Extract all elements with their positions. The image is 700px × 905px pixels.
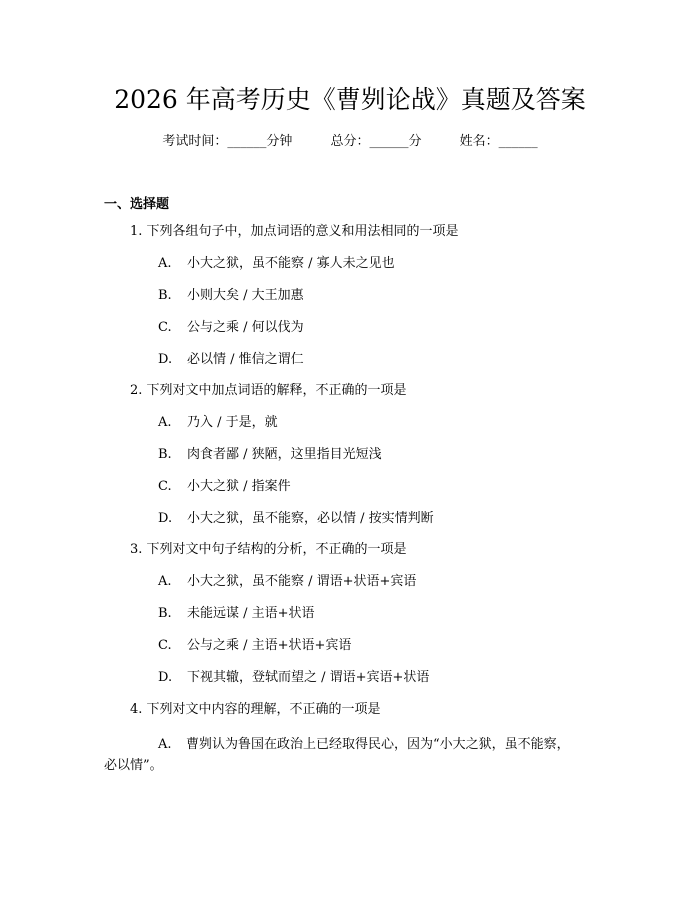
option-text: 小大之狱，虽不能察 / 寡人未之见也 [187,256,395,271]
option-letter: C. [158,320,172,335]
option-row [158,477,291,497]
question-stem: 3. 下列对文中句子结构的分析，不正确的一项是 [130,542,407,557]
option-letter: B. [158,288,172,303]
option-letter: D. [158,670,173,685]
option-row [158,445,382,465]
option-row [158,636,351,656]
option-row [158,572,416,592]
option-row [158,318,304,338]
option-text-continued: 必以情”。 [104,758,163,773]
option-text: 肉食者鄙 / 狭陋，这里指目光短浅 [187,447,382,462]
option-letter: C. [158,638,172,653]
option-row [158,735,598,755]
exam-meta [0,132,700,152]
option-letter: D. [158,352,173,367]
question-stem: 4. 下列对文中内容的理解，不正确的一项是 [130,702,381,717]
option-row [158,604,315,624]
option-text: 小则大矣 / 大王加惠 [187,288,304,303]
option-text: 未能远谋 / 主语+状语 [187,606,315,621]
option-letter: B. [158,447,172,462]
exam-time: 考试时间：______分钟 [162,134,293,149]
option-row [158,413,278,433]
option-row [158,286,304,306]
option-text: 小大之狱，虽不能察 / 谓语+状语+宾语 [187,574,417,589]
option-row [158,668,429,688]
option-row [158,254,395,274]
option-row [158,350,304,370]
option-text: 下视其辙，登轼而望之 / 谓语+宾语+状语 [187,670,430,685]
exam-score: 总分：______分 [330,134,422,149]
option-letter: D. [158,511,173,526]
question-stem: 2. 下列对文中加点词语的解释，不正确的一项是 [130,383,407,398]
page-title: 2026 年高考历史《曹刿论战》真题及答案 [114,85,586,114]
option-text: 必以情 / 惟信之谓仁 [187,352,304,367]
option-text: 小大之狱 / 指案件 [187,479,291,494]
option-text: 乃入 / 于是，就 [187,415,278,430]
option-letter: B. [158,606,172,621]
student-name: 姓名：______ [459,134,538,149]
option-text: 公与之乘 / 何以伐为 [187,320,304,335]
section-heading: 一、选择题 [104,197,170,212]
option-row [158,509,434,529]
option-letter: A. [158,415,172,430]
option-letter: A. [158,256,172,271]
option-letter: C. [158,479,172,494]
option-text: 小大之狱，虽不能察，必以情 / 按实情判断 [187,511,434,526]
option-text: 公与之乘 / 主语+状语+宾语 [187,638,352,653]
option-letter: A. [158,737,172,752]
option-letter: A. [158,574,172,589]
option-text: 曹刿认为鲁国在政治上已经取得民心，因为“小大之狱，虽不能察， [186,737,570,752]
question-stem: 1. 下列各组句子中，加点词语的意义和用法相同的一项是 [130,224,459,239]
